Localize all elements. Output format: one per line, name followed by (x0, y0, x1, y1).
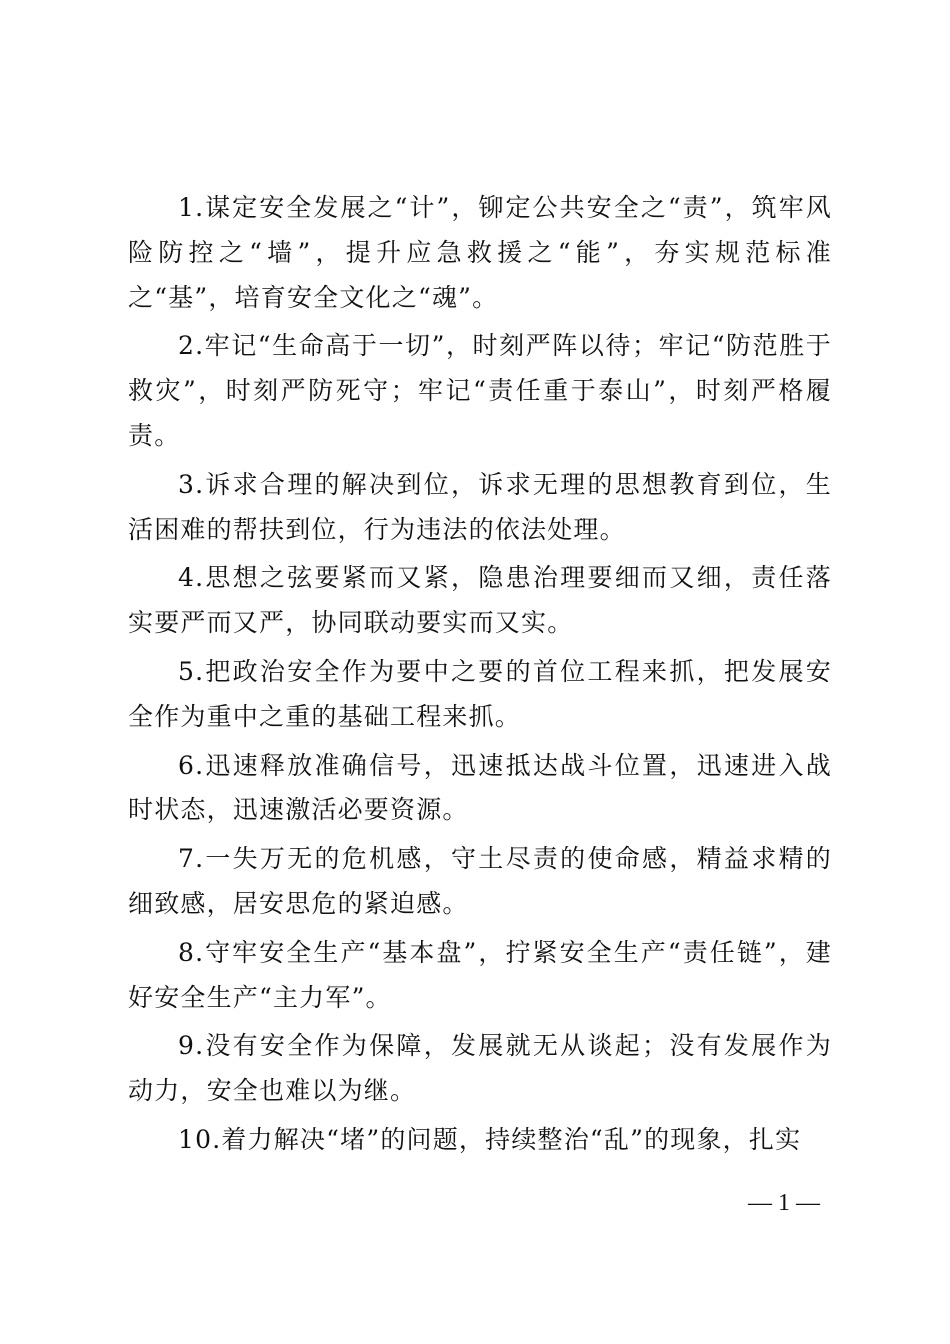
paragraph-9: 9.没有安全作为保障，发展就无从谈起；没有发展作为动力，安全也难以为继。 (128, 1031, 832, 1106)
paragraph-8: 8.守牢安全生产“基本盘”，拧紧安全生产“责任链”，建好安全生产“主力军”。 (128, 937, 832, 1012)
paragraph-10: 10.着力解决“堵”的问题，持续整治“乱”的现象，扎实 (178, 1124, 802, 1154)
paragraph-4: 4.思想之弦要紧而又紧，隐患治理要细而又细，责任落实要严而又严，协同联动要实而又实。 (128, 563, 832, 638)
paragraph-6: 6.迅速释放准确信号，迅速抵达战斗位置，迅速进入战时状态，迅速激活必要资源。 (128, 750, 832, 825)
paragraph-7: 7.一失万无的危机感，守土尽责的使命感，精益求精的细致感，居安思危的紧迫感。 (128, 844, 832, 918)
paragraph-1: 1.谋定安全发展之“计”，铆定公共安全之“责”，筑牢风险防控之“墙”，提升应急救援之“能”，夯实规范标准之“基”，培育安全文化之“魂”。 (128, 193, 832, 312)
paragraph-3: 3.诉求合理的解决到位，诉求无理的思想教育到位，生活困难的帮扶到位，行为违法的依法处理。 (128, 469, 832, 544)
document-body (128, 186, 832, 1167)
paragraph-5: 5.把政治安全作为要中之要的首位工程来抓，把发展安全作为重中之重的基础工程来抓。 (128, 656, 832, 731)
paragraph-2: 2.牢记“生命高于一切”，时刻严阵以待；牢记“防范胜于救灾”，时刻严防死守；牢记“责任重于泰山”，时刻严格履责。 (128, 331, 832, 450)
page-number: — 1 — (748, 1190, 820, 1216)
